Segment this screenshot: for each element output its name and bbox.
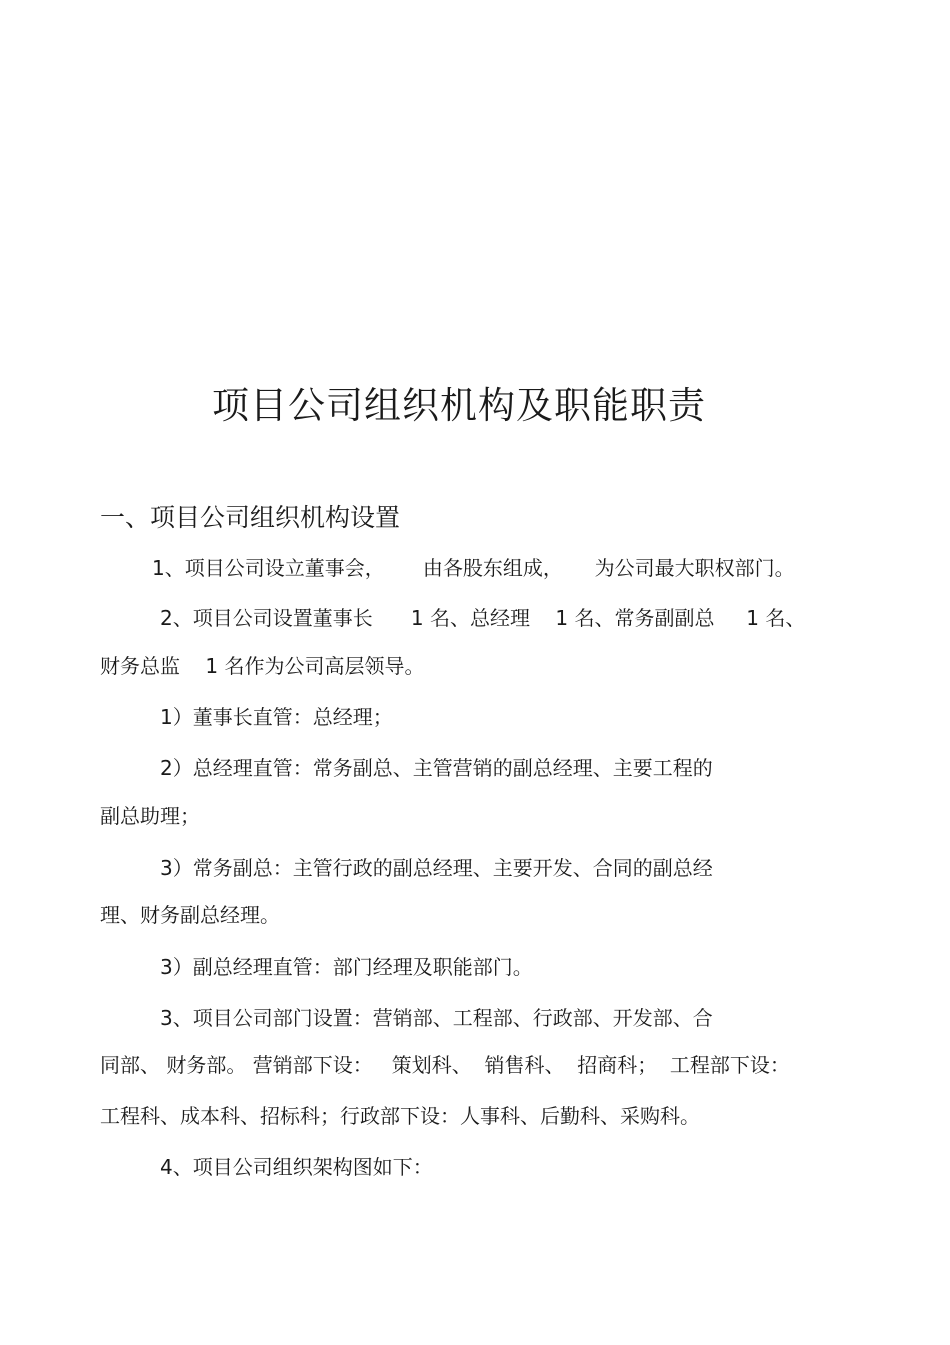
paragraph-line-4: 1）董事长直管：总经理；: [160, 705, 393, 729]
paragraph-line-8: 理、财务副总经理。: [100, 903, 280, 927]
paragraph-line-7: 3）常务副总：主管行政的副总经理、主要开发、合同的副总经: [160, 856, 713, 880]
document-title: 项目公司组织机构及职能职责: [212, 384, 706, 427]
paragraph-line-1: 1、项目公司设立董事会， 由各股东组成， 为公司最大职权部门。: [152, 556, 795, 580]
paragraph-line-3: 财务总监 1 名作为公司高层领导。: [100, 654, 425, 678]
paragraph-line-9: 3）副总经理直管：部门经理及职能部门。: [160, 955, 533, 979]
paragraph-line-11: 同部、 财务部。 营销部下设： 策划科、 销售科、 招商科； 工程部下设：: [100, 1053, 790, 1077]
paragraph-line-2: 2、项目公司设置董事长 1 名、总经理 1 名、常务副副总 1 名、: [160, 606, 806, 630]
paragraph-line-5: 2）总经理直管：常务副总、主管营销的副总经理、主要工程的: [160, 756, 713, 780]
paragraph-line-6: 副总助理；: [100, 804, 200, 828]
paragraph-line-12: 工程科、成本科、招标科；行政部下设：人事科、后勤科、采购科。: [100, 1104, 700, 1128]
section-heading: 一、项目公司组织机构设置: [100, 503, 401, 532]
paragraph-line-10: 3、项目公司部门设置：营销部、工程部、行政部、开发部、合: [160, 1006, 713, 1030]
paragraph-line-13: 4、项目公司组织架构图如下：: [160, 1155, 433, 1179]
